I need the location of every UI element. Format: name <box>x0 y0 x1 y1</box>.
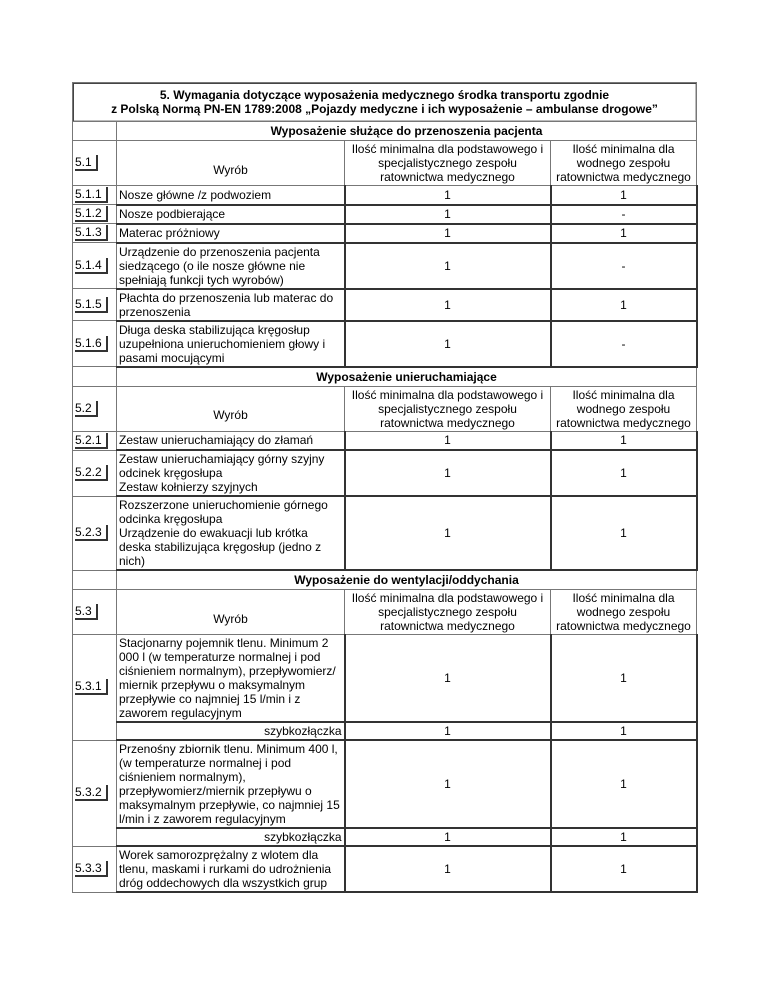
section-number-label: 5.2 <box>75 401 98 417</box>
item-basic-quantity: 1 <box>345 289 551 321</box>
item-number-label: 5.3.3 <box>75 861 108 877</box>
item-number <box>73 740 117 846</box>
section-title: Wyposażenie do wentylacji/oddychania <box>117 570 697 590</box>
section-title: Wyposażenie unieruchamiające <box>117 367 697 387</box>
item-number <box>73 186 117 205</box>
item-product: Przenośny zbiornik tlenu. Minimum 400 l, (w temperaturze normalnej i pod ciśnieniem normalnym), przepływomierz/miernik przepływu o maksymalnym przepływie, co najmniej 15 l/min i z zaworem regulacyjnym <box>117 740 345 828</box>
item-number-label: 5.1.2 <box>75 206 108 222</box>
item-basic-quantity: 1 <box>345 431 551 450</box>
subitem-basic-quantity: 1 <box>345 722 551 740</box>
header-water-quantity: Ilość minimalna dla wodnego zespołu ratownictwa medycznego <box>551 590 697 635</box>
item-water-quantity: 1 <box>551 846 697 892</box>
item-product: Długa deska stabilizująca kręgosłup uzupełniona unieruchomieniem głowy i pasami mocującymi <box>117 321 345 367</box>
table-row <box>73 289 697 321</box>
item-basic-quantity: 1 <box>345 635 551 723</box>
item-number <box>73 496 117 570</box>
item-number <box>73 450 117 496</box>
section-spacer <box>73 122 117 141</box>
subitem-water-quantity: 1 <box>551 722 697 740</box>
item-water-quantity: 1 <box>551 431 697 450</box>
section-number <box>73 141 117 186</box>
item-number-label: 5.2.2 <box>75 465 108 481</box>
item-product: Nosze główne /z podwoziem <box>117 186 345 205</box>
header-water-quantity: Ilość minimalna dla wodnego zespołu ratownictwa medycznego <box>551 386 697 431</box>
item-product: Zestaw unieruchamiający do złamań <box>117 431 345 450</box>
item-number-label: 5.3.1 <box>75 679 108 695</box>
table-row <box>73 186 697 205</box>
table-row <box>73 205 697 224</box>
item-water-quantity: 1 <box>551 186 697 205</box>
item-basic-quantity: 1 <box>345 321 551 367</box>
item-product: Urządzenie do przenoszenia pacjenta siedzącego (o ile nosze główne nie spełniają funkcji tych wyrobów) <box>117 243 345 289</box>
table-subrow <box>73 722 697 740</box>
header-product: Wyrób <box>117 141 345 186</box>
table-row <box>73 224 697 243</box>
item-number <box>73 846 117 892</box>
section-number-label: 5.1 <box>75 155 98 171</box>
title-line-1: 5. Wymagania dotyczące wyposażenia medycznego środka transportu zgodnie <box>159 88 610 102</box>
item-number-label: 5.2.3 <box>75 525 108 541</box>
item-water-quantity: 1 <box>551 289 697 321</box>
subitem-label: szybkozłączka <box>117 828 345 846</box>
item-water-quantity: 1 <box>551 635 697 723</box>
table-row <box>73 496 697 570</box>
item-product: Zestaw unieruchamiający górny szyjny odcinek kręgosłupa Zestaw kołnierzy szyjnych <box>117 450 345 496</box>
item-product: Worek samorozprężalny z wlotem dla tlenu, maskami i rurkami do udrożnienia dróg oddechowych dla wszystkich grup <box>117 846 345 892</box>
item-number <box>73 205 117 224</box>
item-number-label: 5.2.1 <box>75 433 108 449</box>
table-row <box>73 846 697 892</box>
header-product: Wyrób <box>117 590 345 635</box>
item-water-quantity: 1 <box>551 224 697 243</box>
section-number <box>73 386 117 431</box>
table-row <box>73 635 697 723</box>
section-spacer <box>73 570 117 590</box>
item-product: Materac próżniowy <box>117 224 345 243</box>
item-basic-quantity: 1 <box>345 450 551 496</box>
section-title-row <box>73 122 697 141</box>
item-number-label: 5.1.1 <box>75 187 108 203</box>
section-number <box>73 590 117 635</box>
item-product: Rozszerzone unieruchomienie górnego odcinka kręgosłupa Urządzenie do ewakuacji lub krótka deska stabilizująca kręgosłup (jedno z nich) <box>117 496 345 570</box>
item-number-label: 5.1.3 <box>75 225 108 241</box>
header-basic-quantity: Ilość minimalna dla podstawowego i specjalistycznego zespołu ratownictwa medycznego <box>345 141 551 186</box>
item-number <box>73 224 117 243</box>
title-row <box>73 83 697 122</box>
section-header-row <box>73 386 697 431</box>
equipment-table <box>72 82 698 893</box>
section-header-row <box>73 141 697 186</box>
table-row <box>73 321 697 367</box>
section-spacer <box>73 367 117 387</box>
table-row <box>73 431 697 450</box>
subitem-label: szybkozłączka <box>117 722 345 740</box>
section-title: Wyposażenie służące do przenoszenia pacjenta <box>117 122 697 141</box>
item-number <box>73 321 117 367</box>
subitem-water-quantity: 1 <box>551 828 697 846</box>
item-number-label: 5.1.5 <box>75 297 108 313</box>
item-product: Stacjonarny pojemnik tlenu. Minimum 2 000 l (w temperaturze normalnej i pod ciśnieniem normalnym), przepływomierz/ miernik przepływu o maksymalnym przepływie co najmniej 15 l/min i z zaworem regulacyjnym <box>117 635 345 723</box>
item-water-quantity: - <box>551 321 697 367</box>
header-water-quantity: Ilość minimalna dla wodnego zespołu ratownictwa medycznego <box>551 141 697 186</box>
title-line-2: z Polską Normą PN-EN 1789:2008 „Pojazdy medyczne i ich wyposażenie – ambulanse drogowe” <box>111 102 658 116</box>
item-basic-quantity: 1 <box>345 243 551 289</box>
table-subrow <box>73 828 697 846</box>
item-number <box>73 431 117 450</box>
section-header-row <box>73 590 697 635</box>
item-number-label: 5.3.2 <box>75 785 108 801</box>
item-basic-quantity: 1 <box>345 186 551 205</box>
section-title-row <box>73 367 697 387</box>
table-row <box>73 450 697 496</box>
item-product: Płachta do przenoszenia lub materac do przenoszenia <box>117 289 345 321</box>
item-water-quantity: - <box>551 205 697 224</box>
item-basic-quantity: 1 <box>345 205 551 224</box>
item-basic-quantity: 1 <box>345 224 551 243</box>
table-row <box>73 740 697 828</box>
item-number <box>73 289 117 321</box>
item-number <box>73 635 117 741</box>
item-number <box>73 243 117 289</box>
item-water-quantity: 1 <box>551 496 697 570</box>
item-water-quantity: - <box>551 243 697 289</box>
table-row <box>73 243 697 289</box>
item-water-quantity: 1 <box>551 740 697 828</box>
item-basic-quantity: 1 <box>345 496 551 570</box>
document-title <box>73 83 697 122</box>
header-basic-quantity: Ilość minimalna dla podstawowego i specjalistycznego zespołu ratownictwa medycznego <box>345 590 551 635</box>
section-number-label: 5.3 <box>75 604 98 620</box>
item-basic-quantity: 1 <box>345 740 551 828</box>
subitem-basic-quantity: 1 <box>345 828 551 846</box>
item-product: Nosze podbierające <box>117 205 345 224</box>
header-basic-quantity: Ilość minimalna dla podstawowego i specjalistycznego zespołu ratownictwa medycznego <box>345 386 551 431</box>
item-basic-quantity: 1 <box>345 846 551 892</box>
section-title-row <box>73 570 697 590</box>
document-page <box>72 82 696 893</box>
header-product: Wyrób <box>117 386 345 431</box>
item-water-quantity: 1 <box>551 450 697 496</box>
item-number-label: 5.1.6 <box>75 336 108 352</box>
item-number-label: 5.1.4 <box>75 258 108 274</box>
